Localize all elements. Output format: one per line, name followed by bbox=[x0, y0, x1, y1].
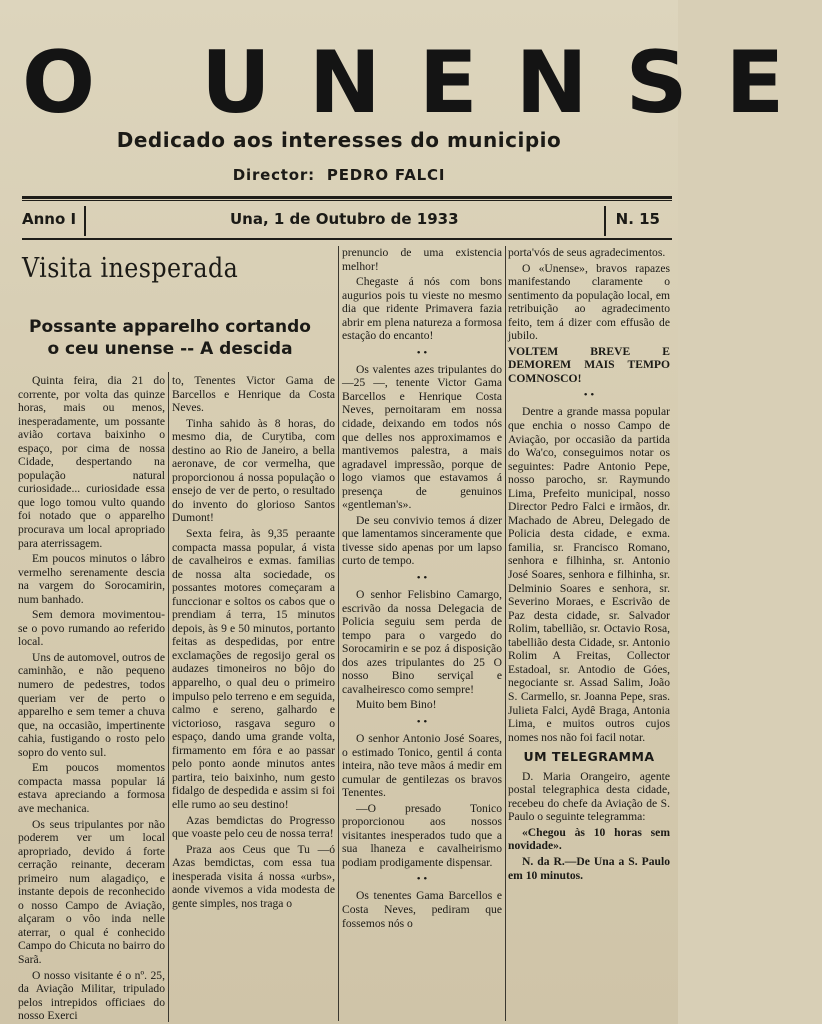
column-separator bbox=[505, 246, 506, 1021]
closing-caps: VOLTEM BREVE E DEMOREM MAIS TEMPO COMNOSCO! bbox=[508, 344, 670, 385]
masthead-title: O UNENSE bbox=[22, 33, 822, 133]
paragraph: Tinha sahido às 8 horas, do mesmo dia, de Curytiba, com destino ao Rio de Janeiro, a bella aeronave, de cor vermelha, que proporcionou á nossa população o ensejo de ver de perto, o resultado do invento do glorioso Santos Dumont! bbox=[172, 416, 335, 525]
paragraph: O senhor Antonio José Soares, o estimado Tonico, gentil á conta inteira, não teve mãos á medir em cumular de gentilezas os bravos Tenentes. bbox=[342, 731, 502, 800]
section-dots: • • bbox=[583, 389, 595, 402]
paragraph: to, Tenentes Victor Gama de Barcellos e Henrique da Costa Neves. bbox=[172, 374, 335, 415]
column-separator bbox=[338, 246, 339, 1021]
paragraph: O «Unense», bravos rapazes manifestando claramente o sentimento da população local, em retribuição ao agradecimento feito, tem á dizer com effusão de jubilo. bbox=[508, 261, 670, 343]
article-headline: Visita inesperada bbox=[22, 253, 239, 284]
date-bar-divider bbox=[84, 206, 86, 236]
year-label: Anno I bbox=[22, 210, 77, 228]
issue-number: N. 15 bbox=[615, 210, 660, 228]
paragraph: Uns de automovel, outros de caminhão, e não pequeno numero de pedestres, todos queriam ver de perto o apparelho e sem temer a chuva que, na occasião, impertinente cahia, fustigando o rosto pelo sopro do vento sul. bbox=[18, 650, 165, 759]
paragraph: Os seus tripulantes por não poderem ver um local apropriado, devido á forte cerração reinante, deceram primeiro num alagadiço, e instante depois de reconhecido o nosso Campo de Aviação, alçaram o vôo inda nelle aterrar, o qual é conhecido Campo do Chicuta no bairro do Sarã. bbox=[18, 817, 165, 966]
director-name: PEDRO FALCI bbox=[326, 166, 446, 184]
subhead-line-1: Possante apparelho cortando bbox=[29, 317, 311, 337]
column-4 bbox=[508, 246, 670, 1021]
paragraph: Em poucos momentos compacta massa popular lá estava apreciando a formosa ave mechanica. bbox=[18, 761, 165, 815]
date-bar bbox=[22, 206, 672, 234]
paragraph: O nosso visitante é o nº. 25, da Aviação Militar, tripulado pelos intrepidos officiaes do nosso Exerci bbox=[18, 968, 165, 1023]
issue-date: Una, 1 de Outubro de 1933 bbox=[230, 210, 459, 228]
paragraph: prenuncio de uma existencia melhor! bbox=[342, 246, 502, 273]
column-3 bbox=[342, 246, 502, 1021]
paragraph: Os valentes azes tripulantes do —25 —, tenente Victor Gama Barcellos e Henrique Costa Neves, pernoitaram em nossa cidade, deixando em todos nós que delles nos approximamos e mantivemos palestra, a mais agradavel impressão, porque de logo viamos que estavamos á presença de genuinos «gentleman's». bbox=[342, 362, 502, 512]
paragraph: Os tenentes Gama Barcellos e Costa Neves, pediram que fossemos nós o bbox=[342, 889, 502, 930]
section-dots: • • bbox=[416, 572, 428, 585]
bottom-rule bbox=[22, 238, 672, 240]
director-line bbox=[0, 166, 678, 184]
section-dots: • • bbox=[416, 715, 428, 728]
paragraph: Azas bemdictas do Progresso que voaste pelo ceu de nossa terra! bbox=[172, 813, 335, 841]
director-label: Director: bbox=[232, 166, 315, 184]
paragraph: O senhor Felisbino Camargo, escrivão da nossa Delegacia de Policia seguiu sem perda de tempo para o vargedo do Sorocamirin e se poz á disposição dos azes tripulantes do 25 O nosso Bino serviçal e cavalheiresco como sempre! bbox=[342, 588, 502, 696]
paragraph: Chegaste á nós com bons augurios pois tu vieste no mesmo dia que ridente Primavera fazia abrir em plena natureza a formosa estação do encanto! bbox=[342, 275, 502, 343]
paragraph: Sem demora movimentou-se o povo rumando ao referido local. bbox=[18, 608, 165, 649]
paragraph: Sexta feira, às 9,35 peraante compacta massa popular, á vista de cavalheiros e exmas. familias de nossa alta sociedade, os possantes motores começaram a funccionar e soltos os cabos que o prendiam á terra, 15 minutos depois, às 9 e 50 minutos, portanto feitas as despedidas, por entre exclamações de regosijo geral os audazes timoneiros no bôjo do apparelho, o qual deu o primeiro impulso pelo terreno e em seguida, calmo e sereno, galhardo e victorioso, rasgava seguro o espaço, dando uma grande volta, firmamento em fóra e ao passar pelo ponto aonde minutos antes partira, teio baixinho, num gesto fidalgo de despedida e assim si foi elle rumo ao seu destino! bbox=[172, 527, 335, 811]
paragraph: Dentre a grande massa popular que enchia o nosso Campo de Aviação, por occasião da partida do Wa'co, conseguimos notar os seguintes: Padre Antonio Pepe, nosso parocho, sr. Raymundo Lima, Prefeito municipal, nosso Director Pedro Falci e irmãos, dr. Machado de Abreu, Delegado de Policia desta cidade, e exma. familia, sr. Francisco Romano, senhora e filhinha, sr. Antonio José Soares, senhora e filhinha, sr. Delminio Soares e senhora, sr. Severino Moraes, e Escrivão de Paz desta cidade, sr. Salvador Rolim, tabellião, sr. Octavio Rosa, tabellião desta Cidade, sr. Antonio Rolim A Freitas, Collector Estadoal, sr. Antodio de Góes, negociante sr. Assad Salim, João S. Carmello, sr. Joanna Pepe, sras. Julieta Falci, Aydê Braga, Antonia Lima, e muitos outros cujos nomes nos não foi facil notar. bbox=[508, 405, 670, 744]
date-bar-divider bbox=[604, 206, 606, 236]
paragraph: Praza aos Ceus que Tu —ó Azas bemdictas, com essa tua inesperada visita á nossa «urbs», aonde vivemos a vida modesta de gente simples, nos traga o bbox=[172, 842, 335, 910]
paragraph: Quinta feira, dia 21 do corrente, por volta das quinze horas, mais ou menos, inesperadamente, um possante avião cortava baixinho o espaço, por cima de nossa Cidade, despertando na população natural curiosidade... curiosidade essa que logo tomou vulto quando foi notado que o apparelho procurava um local apropriado para aterrissagem. bbox=[18, 374, 165, 550]
paragraph: «Chegou às 10 horas sem novidade». bbox=[508, 825, 670, 853]
column-1 bbox=[18, 374, 165, 1021]
article-subhead bbox=[20, 316, 320, 360]
section-dots: • • bbox=[416, 873, 428, 886]
paragraph: —O presado Tonico proporcionou aos nossos visitantes inesperados tudo que a sua lhaneza e cavalheirismo podiam prodigamente dispensar. bbox=[342, 801, 502, 869]
paragraph: Em poucos minutos o lábro vermelho serenamente descia na vargem do Sorocamirin, num banhado. bbox=[18, 552, 165, 606]
paragraph: De seu convivio temos á dizer que lamentamos sinceramente que tivesse sido apenas por um lapso curto de tempo. bbox=[342, 513, 502, 568]
telegram-title: UM TELEGRAMMA bbox=[523, 749, 655, 765]
section-dots: • • bbox=[416, 346, 428, 359]
paragraph: D. Maria Orangeiro, agente postal telegraphica desta cidade, recebeu do chefe da Aviação de S. Paulo o seguinte telegramma: bbox=[508, 769, 670, 824]
masthead-subtitle: Dedicado aos interesses do municipio bbox=[116, 128, 562, 152]
column-separator bbox=[168, 372, 169, 1022]
top-rule-thin bbox=[22, 200, 672, 201]
paragraph: porta'vós de seus agradecimentos. bbox=[508, 246, 666, 259]
subhead-line-2: o ceu unense -- A descida bbox=[47, 339, 293, 359]
paragraph: Muito bem Bino! bbox=[356, 698, 437, 712]
top-rule bbox=[22, 196, 672, 199]
column-2 bbox=[172, 374, 335, 1021]
paragraph: N. da R.—De Una a S. Paulo em 10 minutos. bbox=[508, 854, 670, 882]
